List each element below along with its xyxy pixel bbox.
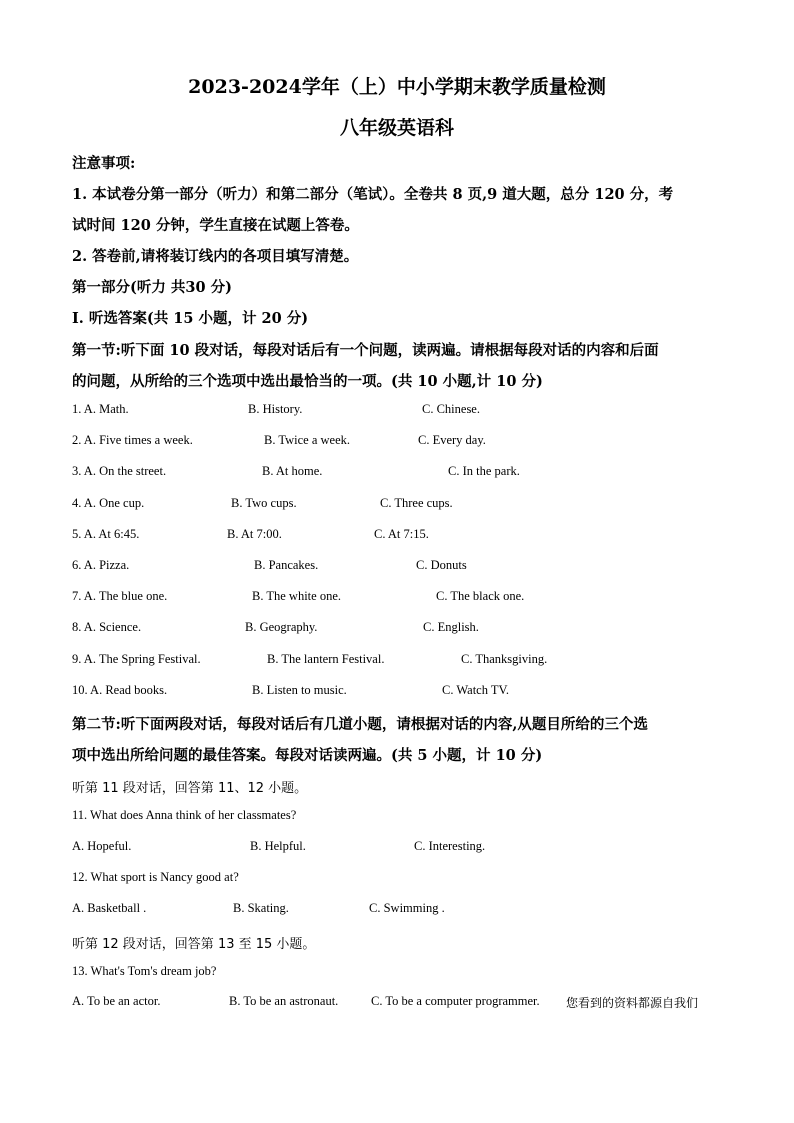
option-c: C. English. (423, 620, 479, 634)
exam-subtitle: 八年级英语科 (339, 117, 454, 139)
option-c: C. In the park. (448, 464, 520, 478)
option-c: C. Thanksgiving. (461, 652, 548, 666)
note-item-2: 2. 答卷前,请将装订线内的各项目填写清楚。 (72, 248, 359, 265)
option-c: C. Three cups. (380, 496, 453, 510)
option-c: C. At 7:15. (374, 527, 429, 541)
option-a: 2. A. Five times a week. (72, 433, 193, 447)
subsection2-intro-a: 第二节:听下面两段对话，每段对话后有几道小题，请根据对话的内容,从题目所给的三个选 (72, 716, 648, 733)
section-i-heading: I. 听选答案(共 15 小题，计 20 分) (72, 310, 309, 327)
option-c: C. Swimming . (369, 901, 445, 915)
option-b: B. The white one. (252, 589, 341, 603)
option-b: B. Skating. (233, 901, 289, 915)
option-a: 8. A. Science. (72, 620, 142, 634)
exam-title: 2023-2024学年（上）中小学期末教学质量检测 (188, 76, 606, 98)
option-a: 3. A. On the street. (72, 464, 167, 478)
dialog-11-instruction: 听第 11 段对话，回答第 11、12 小题。 (72, 781, 308, 796)
question-11-stem: 11. What does Anna think of her classmates? (72, 808, 297, 822)
option-c: C. The black one. (436, 589, 525, 603)
option-b: B. At home. (262, 464, 323, 478)
option-a: 5. A. At 6:45. (72, 527, 140, 541)
dialog-12-instruction: 听第 12 段对话，回答第 13 至 15 小题。 (72, 937, 316, 952)
option-a: A. Hopeful. (72, 839, 132, 853)
watermark-text: 您看到的资料都源自我们 (566, 996, 699, 1010)
option-a: 10. A. Read books. (72, 683, 168, 697)
subsection1-intro-a: 第一节:听下面 10 段对话，每段对话后有一个问题，读两遍。请根据每段对话的内容和后面 (72, 342, 659, 359)
option-b: B. Pancakes. (254, 558, 319, 572)
option-c: C. Every day. (418, 433, 486, 447)
option-b: B. At 7:00. (227, 527, 282, 541)
option-b: B. To be an astronaut. (229, 994, 339, 1008)
option-b: B. Two cups. (231, 496, 297, 510)
option-a: 6. A. Pizza. (72, 558, 130, 572)
option-a: 7. A. The blue one. (72, 589, 168, 603)
option-c: C. Interesting. (414, 839, 486, 853)
option-b: B. The lantern Festival. (267, 652, 385, 666)
option-b: B. History. (248, 402, 303, 416)
question-13-stem: 13. What's Tom's dream job? (72, 964, 217, 978)
note-item-1b: 试时间 120 分钟，学生直接在试题上答卷。 (72, 217, 359, 234)
option-a: 4. A. One cup. (72, 496, 145, 510)
notes-heading: 注意事项: (72, 155, 136, 172)
subsection1-intro-b: 的问题，从所给的三个选项中选出最恰当的一项。(共 10 小题,计 10 分) (72, 373, 543, 390)
subsection2-intro-b: 项中选出所给问题的最佳答案。每段对话读两遍。(共 5 小题，计 10 分) (72, 747, 543, 764)
note-item-1a: 1. 本试卷分第一部分（听力）和第二部分（笔试）。全卷共 8 页,9 道大题，总分 120 分，考 (72, 186, 674, 203)
option-c: C. To be a computer programmer. (371, 994, 540, 1008)
option-a: 1. A. Math. (72, 402, 129, 416)
option-c: C. Chinese. (422, 402, 480, 416)
option-c: C. Watch TV. (442, 683, 510, 697)
part1-heading: 第一部分(听力 共30 分) (72, 279, 232, 296)
option-b: B. Geography. (245, 620, 318, 634)
option-b: B. Twice a week. (264, 433, 351, 447)
question-12-stem: 12. What sport is Nancy good at? (72, 870, 239, 884)
option-a: A. Basketball . (72, 901, 147, 915)
option-a: 9. A. The Spring Festival. (72, 652, 201, 666)
option-b: B. Helpful. (250, 839, 306, 853)
option-b: B. Listen to music. (252, 683, 347, 697)
option-c: C. Donuts (416, 558, 467, 572)
option-a: A. To be an actor. (72, 994, 161, 1008)
